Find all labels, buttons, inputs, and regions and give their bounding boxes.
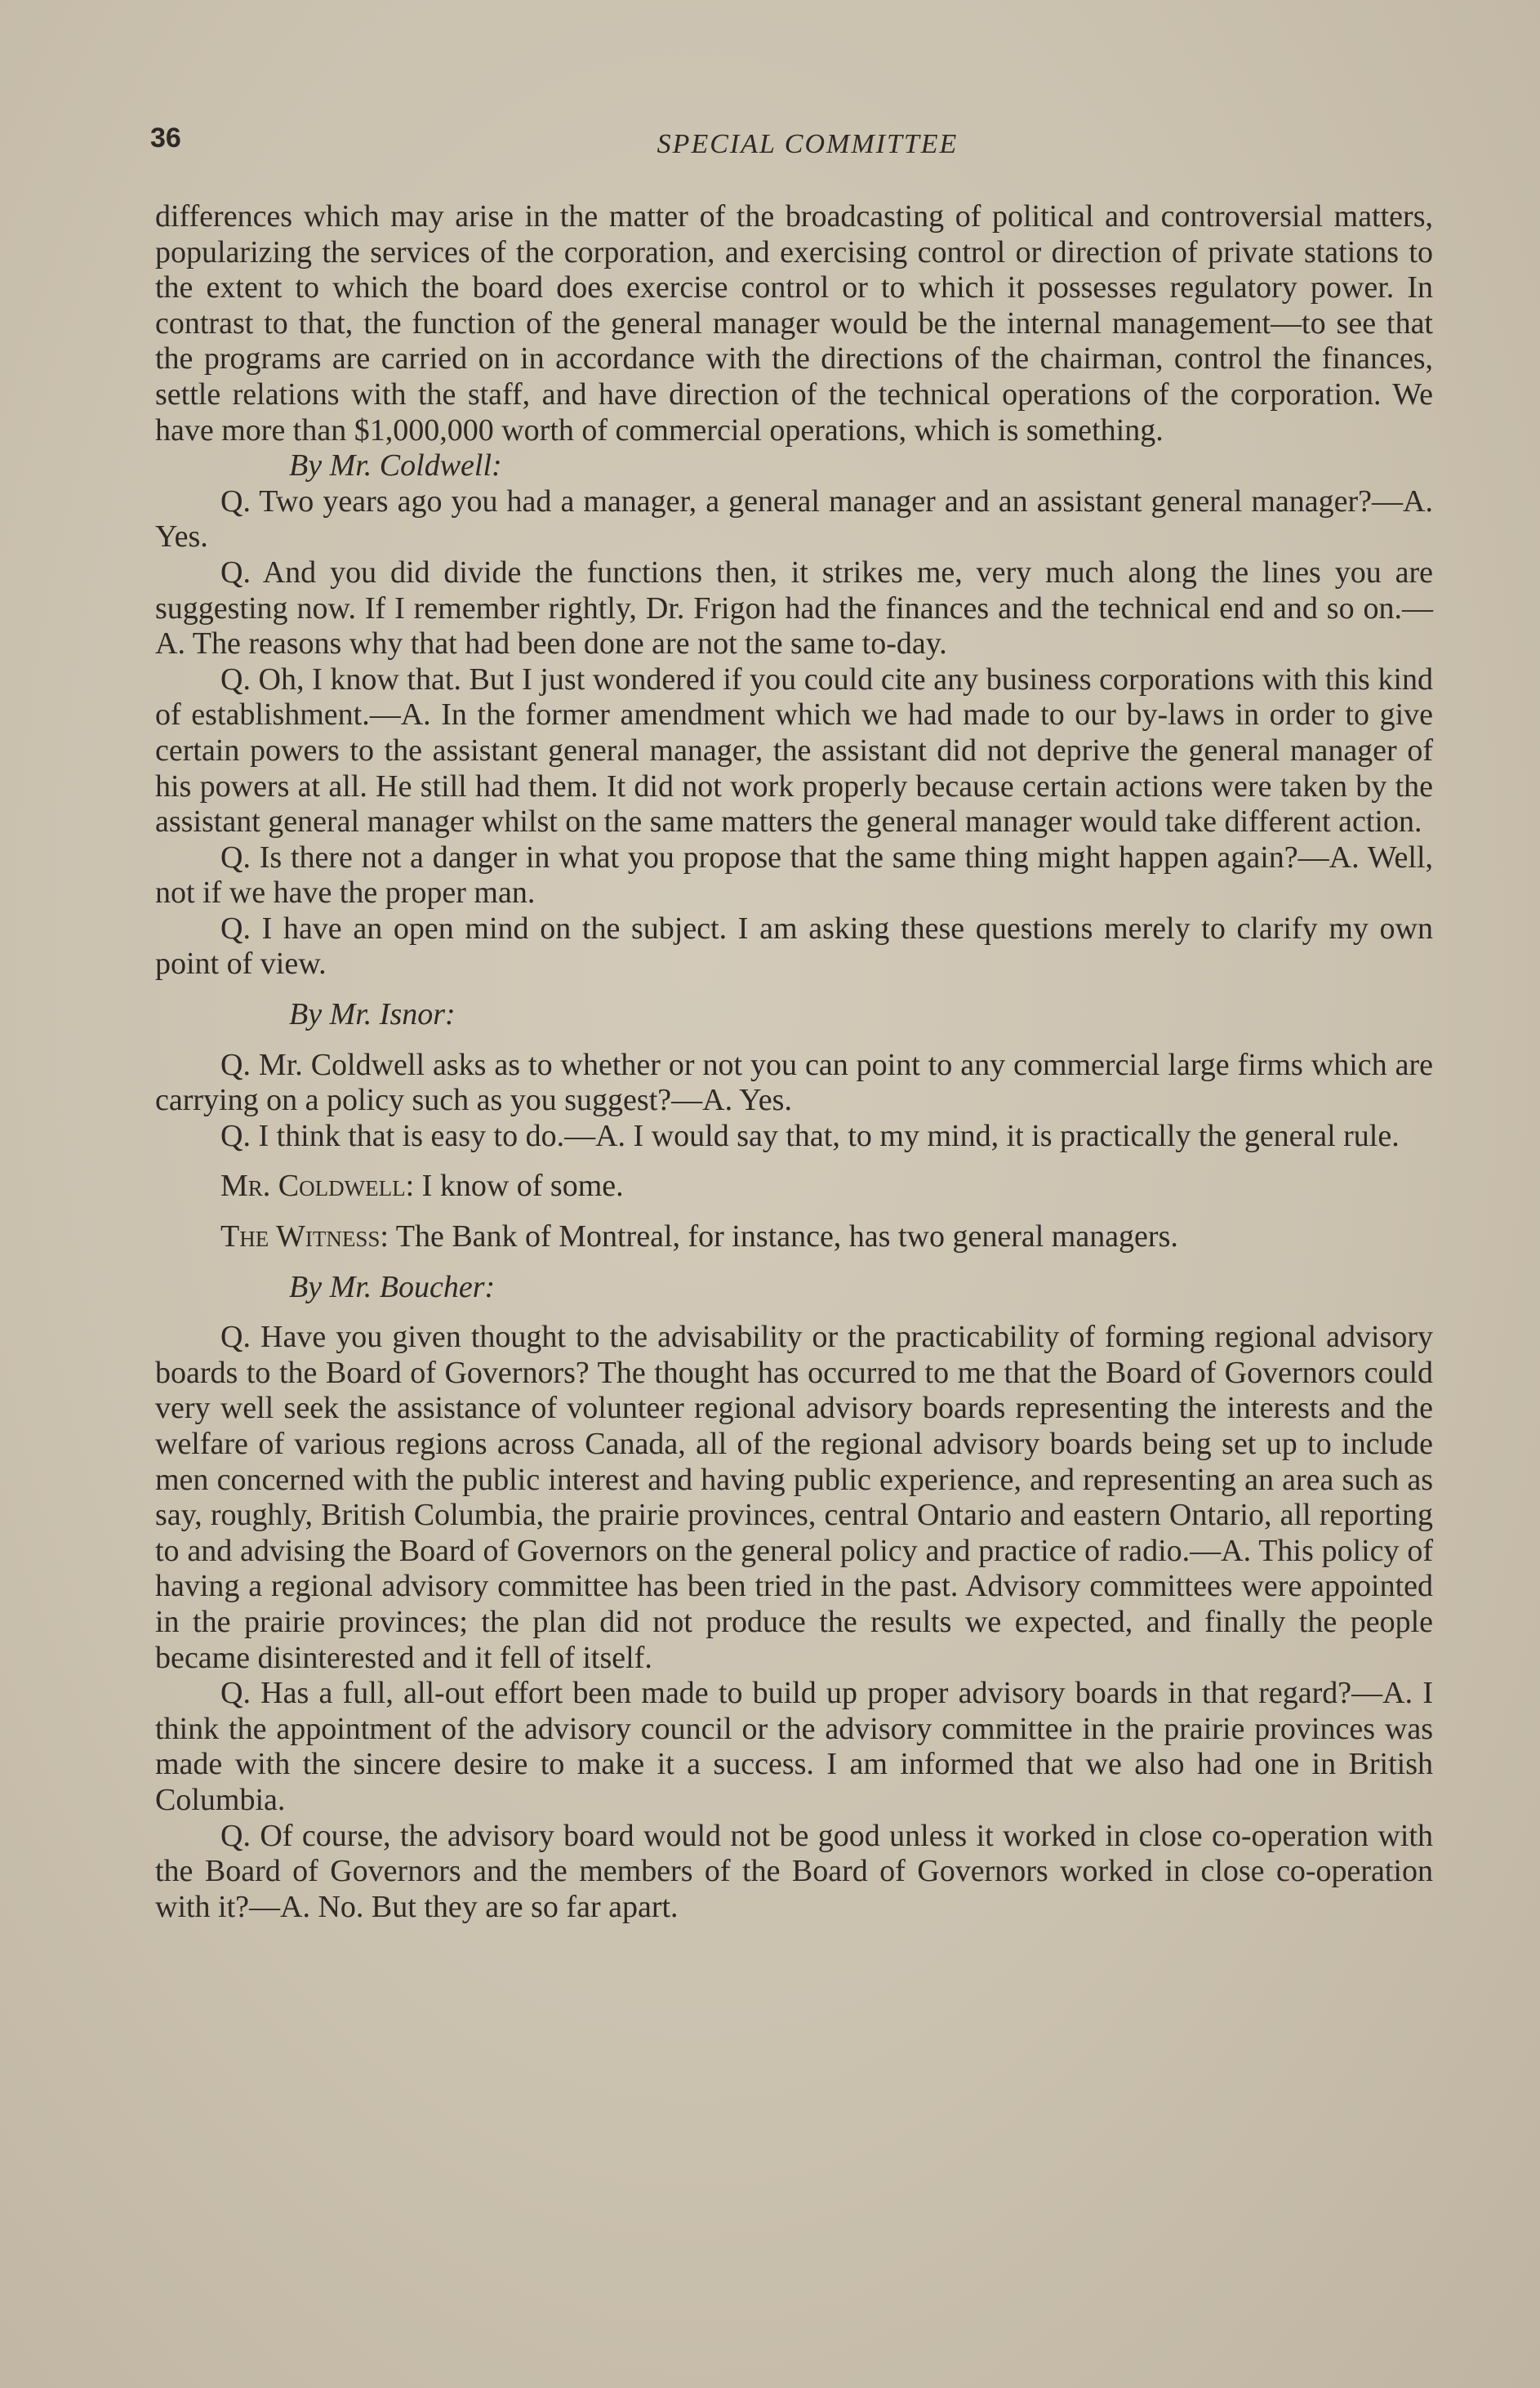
paragraph-10: Q. Have you given thought to the advisability or the practicability of forming regional advisory boards to the Board of Governors? The thought has occurred to me that the Board of Governors could very well seek the assistance of volunteer regional advisory boards representing the interests and the welfare of various regions across Canada, all of the regional advisory boards being set up to include men concerned with the public interest and having public experience, and representing an area such as say, roughly, British Columbia, the prairie provinces, central Ontario and eastern Ontario, all reporting to and advising the Board of Governors on the general policy and practice of radio.—A. This policy of having a regional advisory committee has been tried in the past. Advisory committees were appointed in the prairie provinces; the plan did not produce the results we expected, and finally the people became disinterested and it fell of itself. bbox=[155, 1320, 1433, 1675]
paragraph-3: Q. Oh, I know that. But I just wondered if you could cite any business corporations with this kind of establishment.—A. In the former amendment which we had made to our by-laws in order to give certain powers to the assistant general manager, the assistant did not deprive the general manager of his powers at all. He still had them. It did not work properly because certain actions were taken by the assistant general manager whilst on the same matters the general manager would take different action. bbox=[155, 662, 1433, 840]
paragraph-1: Q. Two years ago you had a manager, a general manager and an assistant general manager?—A. Yes. bbox=[155, 483, 1433, 555]
speaker-heading-coldwell: By Mr. Coldwell: bbox=[289, 448, 502, 483]
speaker-name-witness: The Witness bbox=[220, 1219, 381, 1254]
speaker-name-coldwell: Mr. Coldwell bbox=[220, 1169, 406, 1204]
paragraph-8-text: : I know of some. bbox=[405, 1169, 624, 1204]
speaker-heading-boucher: By Mr. Boucher: bbox=[289, 1269, 496, 1304]
running-head: SPECIAL COMMITTEE bbox=[657, 129, 959, 159]
paragraph-2: Q. And you did divide the functions then, it strikes me, very much along the lines you are suggesting now. If I remember rightly, Dr. Frigon had the finances and the technical end and so on.—A. The reasons why that had been done are not the same to-day. bbox=[155, 555, 1433, 662]
paragraph-5: Q. I have an open mind on the subject. I am asking these questions merely to clarify my own point of view. bbox=[155, 911, 1433, 982]
paragraph-0: differences which may arise in the matter of the broadcasting of political and controversial matters, popularizing the services of the corporation, and exercising control or direction of private stations to the extent to which the board does exercise control or to which it possesses regulatory power. In contrast to that, the function of the general manager would be the internal management—to see that the programs are carried on in accordance with the directions of the chairman, control the finances, settle relations with the staff, and have direction of the technical operations of the corporation. We have more than $1,000,000 worth of commercial operations, which is something. bbox=[155, 199, 1433, 448]
speaker-heading-isnor: By Mr. Isnor: bbox=[289, 997, 456, 1032]
paragraph-12: Q. Of course, the advisory board would not be good unless it worked in close co-operation with the Board of Governors and the members of the Board of Governors worked in close co-operation with it?—A. No. But they are so far apart. bbox=[155, 1818, 1433, 1924]
paragraph-7: Q. I think that is easy to do.—A. I would say that, to my mind, it is practically the general rule. bbox=[220, 1118, 1400, 1153]
paragraph-8 bbox=[155, 1169, 1433, 1205]
page-header bbox=[150, 123, 1432, 172]
page-number: 36 bbox=[150, 123, 181, 154]
paragraph-11: Q. Has a full, all-out effort been made to build up proper advisory boards in that regard?—A. I think the appointment of the advisory council or the advisory committee in the prairie provinces was made with the sincere desire to make it a success. I am informed that we also had one in British Columbia. bbox=[155, 1676, 1433, 1817]
body-text bbox=[155, 199, 1433, 1925]
paragraph-6: Q. Mr. Coldwell asks as to whether or not you can point to any commercial large firms which are carrying on a policy such as you suggest?—A. Yes. bbox=[155, 1047, 1433, 1118]
paragraph-9 bbox=[155, 1219, 1433, 1255]
paragraph-4: Q. Is there not a danger in what you propose that the same thing might happen again?—A. Well, not if we have the proper man. bbox=[155, 840, 1433, 911]
paragraph-9-text: : The Bank of Montreal, for instance, has two general managers. bbox=[380, 1219, 1178, 1254]
